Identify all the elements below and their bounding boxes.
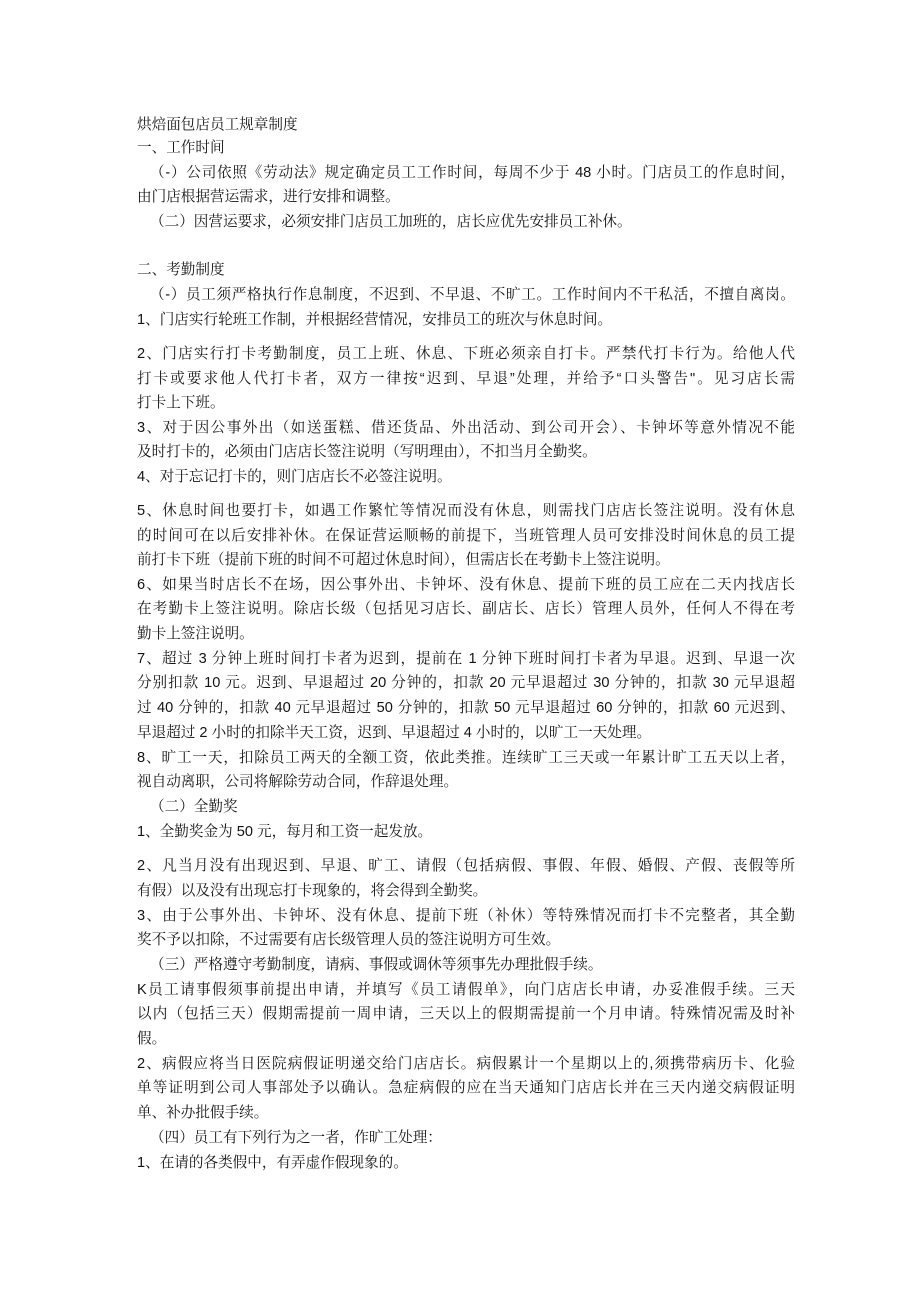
paragraph-line: 3、由于公事外出、卡钟坏、没有休息、提前下班（补休）等特殊情况而打卡不完整者，其全勤 <box>137 908 795 924</box>
paragraph-line: 过 40 分钟的，扣款 40 元早退超过 50 分钟的，扣款 50 元早退超过 60 分钟的，扣款 60 元迟到、 <box>137 700 795 716</box>
paragraph-line: 4、对于忘记打卡的，则门店店长不必签注说明。 <box>137 469 452 485</box>
paragraph-line: 8、旷工一天，扣除员工两天的全额工资，依此类推。连续旷工三天或一年累计旷工五天以上者， <box>137 750 795 766</box>
paragraph-line: 2、门店实行打卡考勤制度，员工上班、休息、下班必须亲自打卡。严禁代打卡行为。给他人代 <box>137 346 795 362</box>
paragraph-line: 打卡或要求他人代打卡者，双方一律按“迟到、早退”处理，并给予“口头警告"。见习店长需 <box>137 371 795 387</box>
document-title: 烘焙面包店员工规章制度 <box>137 117 298 133</box>
paragraph-line: 假。 <box>137 1031 167 1047</box>
clause-line: （二）因营运要求，必须安排门店员工加班的，店长应优先安排员工补休。 <box>150 214 632 230</box>
paragraph-line: 视自动离职，公司将解除劳动合同，作辞退处理。 <box>137 774 459 790</box>
paragraph-line: 2、病假应将当日医院病假证明递交给门店店长。病假累计一个星期以上的,须携带病历卡、化验 <box>137 1056 795 1072</box>
paragraph-line: 前打卡下班（提前下班的时间不可超过休息时间），但需店长在考勤卡上签注说明。 <box>137 552 670 568</box>
paragraph-line: 分别扣款 10 元。迟到、早退超过 20 分钟的，扣款 20 元早退超过 30 分钟的，扣款 30 元早退超 <box>137 675 795 691</box>
paragraph-line: 以内（包括三天）假期需提前一周申请，三天以上的假期需提前一个月申请。特殊情况需及时补 <box>137 1006 795 1022</box>
clause-line: （-）员工须严格执行作息制度，不迟到、不早退、不旷工。工作时间内不干私活，不擅自离岗。 <box>150 287 795 303</box>
paragraph-line: 1、全勤奖金为 50 元，每月和工资一起发放。 <box>137 824 433 840</box>
paragraph-line: 单等证明到公司人事部处予以确认。急症病假的应在当天通知门店店长并在三天内递交病假证明 <box>137 1080 795 1096</box>
paragraph-line: 勤卡上签注说明。 <box>137 626 254 642</box>
paragraph-line: 2、凡当月没有出现迟到、早退、旷工、请假（包括病假、事假、年假、婚假、产假、丧假等所 <box>137 858 795 874</box>
subsection-heading: （四）员工有下列行为之一者，作旷工处理： <box>150 1130 442 1146</box>
paragraph-line: K员工请事假须事前提出申请，并填写《员工请假单》，向门店店长申请，办妥准假手续。三天 <box>137 982 795 998</box>
paragraph-line: 单、补办批假手续。 <box>137 1105 269 1121</box>
paragraph-line: 的时间可在以后安排补休。在保证营运顺畅的前提下，当班管理人员可安排没时间休息的员工提 <box>137 528 795 544</box>
subsection-heading: （二）全勤奖 <box>150 799 238 815</box>
paragraph-line: 早退超过 2 小时的扣除半天工资，迟到、早退超过 4 小时的，以旷工一天处理。 <box>137 725 652 741</box>
paragraph-line: 7、超过 3 分钟上班时间打卡者为迟到，提前在 1 分钟下班时间打卡者为早退。迟到、早退一次 <box>137 651 795 667</box>
paragraph-line: 由门店根据营运需求，进行安排和调整。 <box>137 189 400 205</box>
paragraph-line: 1、门店实行轮班工作制，并根据经营情况，安排员工的班次与休息时间。 <box>137 312 613 328</box>
clause-line: （-）公司依照《劳动法》规定确定员工工作时间，每周不少于 48 小时。门店员工的作息时间， <box>150 165 795 181</box>
subsection-heading: （三）严格遵守考勤制度，请病、事假或调休等须事先办理批假手续。 <box>150 957 603 973</box>
paragraph-line: 3、对于因公事外出（如送蛋糕、借还货品、外出活动、到公司开会）、卡钟坏等意外情况不能 <box>137 420 795 436</box>
paragraph-line: 及时打卡的，必须由门店店长签注说明（写明理由），不扣当月全勤奖。 <box>137 444 597 460</box>
paragraph-line: 奖不予以扣除，不过需要有店长级管理人员的签注说明方可生效。 <box>137 932 561 948</box>
section-heading: 二、考勤制度 <box>137 262 225 278</box>
paragraph-line: 1、在请的各类假中，有弄虚作假现象的。 <box>137 1155 408 1171</box>
section-heading: 一、工作时间 <box>137 140 225 156</box>
paragraph-line: 打卡上下班。 <box>137 395 225 411</box>
paragraph-line: 有假）以及没有出现忘打卡现象的，将会得到全勤奖。 <box>137 883 488 899</box>
paragraph-line: 5、休息时间也要打卡，如遇工作繁忙等情况而没有休息，则需找门店店长签注说明。没有休息 <box>137 503 795 519</box>
paragraph-line: 6、如果当时店长不在场，因公事外出、卡钟坏、没有休息、提前下班的员工应在二天内找店长 <box>137 577 795 593</box>
paragraph-line: 在考勤卡上签注说明。除店长级（包括见习店长、副店长、店长）管理人员外，任何人不得在考 <box>137 601 795 617</box>
